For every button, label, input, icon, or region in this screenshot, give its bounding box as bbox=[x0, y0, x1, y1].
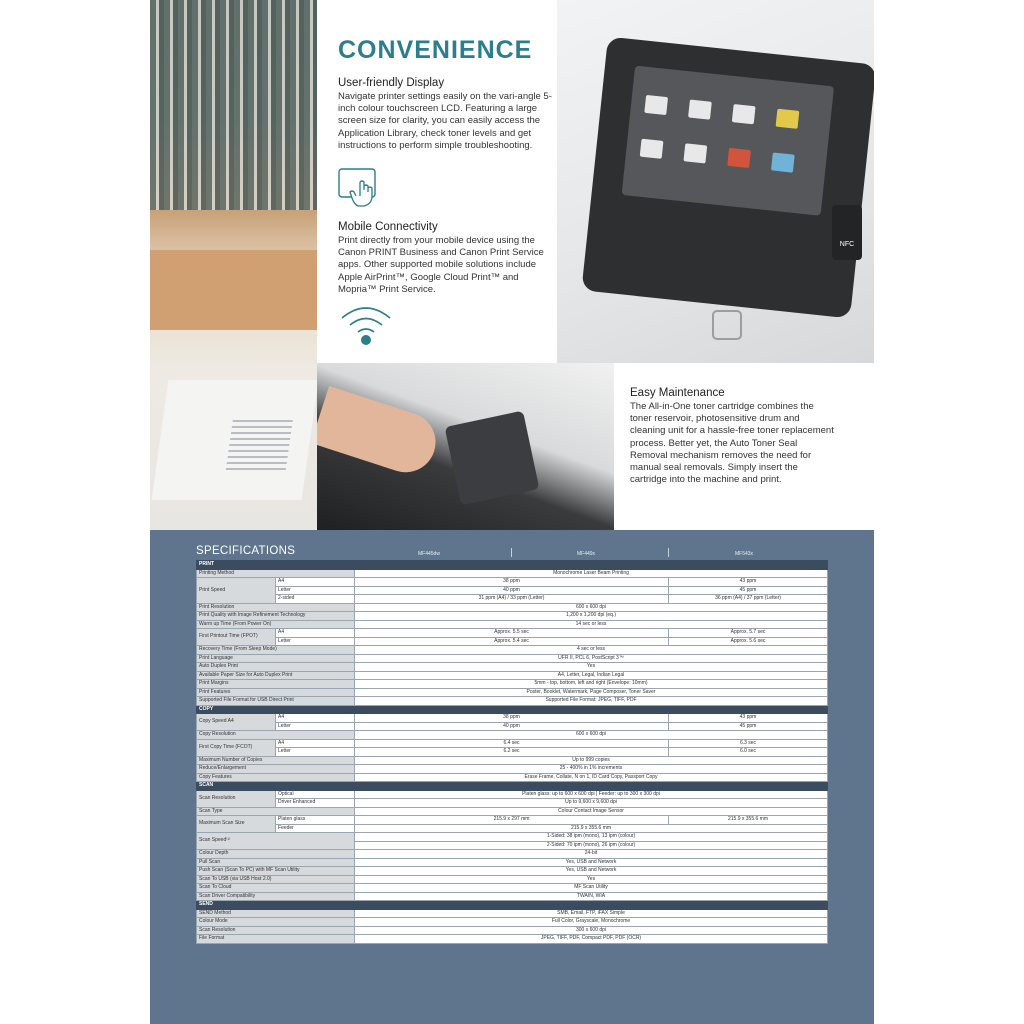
spec-sublabel: Letter bbox=[276, 637, 355, 646]
spec-sublabel: A4 bbox=[276, 578, 355, 587]
spec-row bbox=[197, 850, 828, 859]
spec-value: TWAIN, WIA bbox=[355, 892, 828, 901]
spec-row bbox=[197, 595, 828, 604]
spec-value: Monochrome Laser Beam Printing bbox=[355, 569, 828, 578]
spec-row bbox=[197, 578, 828, 587]
convenience-heading: CONVENIENCE bbox=[338, 36, 533, 64]
spec-row bbox=[197, 688, 828, 697]
spec-value: 600 x 600 dpi bbox=[355, 731, 828, 740]
spec-section-label: SEND bbox=[197, 901, 828, 910]
spec-value: 6.4 sec bbox=[355, 739, 669, 748]
spec-row bbox=[197, 926, 828, 935]
maintenance-title: Easy Maintenance bbox=[630, 387, 725, 399]
spec-sublabel: Driver Enhanced bbox=[276, 799, 355, 808]
mobile-title: Mobile Connectivity bbox=[338, 221, 438, 233]
spec-section-label: PRINT bbox=[197, 561, 828, 570]
mobile-body: Print directly from your mobile device using the Canon PRINT Business and Canon Print Service apps. Other supported mobile solutions include Apple AirPrint™, Google Cloud Print™ and Mopria™ Print Service. bbox=[338, 235, 544, 295]
spec-label: Copy Speed A4 bbox=[197, 714, 276, 731]
spec-row bbox=[197, 620, 828, 629]
spec-label: SEND Method bbox=[197, 909, 355, 918]
spec-value: Full Color, Grayscale, Monochrome bbox=[355, 918, 828, 927]
spec-value: Yes bbox=[355, 663, 828, 672]
spec-value: 4 sec or less bbox=[355, 646, 828, 655]
spec-value: Approx. 5.5 sec bbox=[355, 629, 669, 638]
spec-sublabel: Feeder bbox=[276, 824, 355, 833]
spec-row bbox=[197, 637, 828, 646]
spec-value: MF Scan Utility bbox=[355, 884, 828, 893]
spec-row bbox=[197, 739, 828, 748]
spec-value: 6.2 sec bbox=[355, 748, 669, 757]
spec-row bbox=[197, 671, 828, 680]
spec-label: Scan Driver Compatibility bbox=[197, 892, 355, 901]
spec-value: 5mm - top, bottom, left and right (Envelope: 10mm) bbox=[355, 680, 828, 689]
spec-row bbox=[197, 867, 828, 876]
spec-label: Auto Duplex Print bbox=[197, 663, 355, 672]
spec-section-row bbox=[197, 782, 828, 791]
spec-value: Approx. 5.6 sec bbox=[669, 637, 828, 646]
spec-label: Warm up Time (From Power On) bbox=[197, 620, 355, 629]
spec-value: Yes, USB and Network bbox=[355, 867, 828, 876]
spec-row bbox=[197, 663, 828, 672]
spec-value: UFR II, PCL 6, PostScript 3™ bbox=[355, 654, 828, 663]
spec-label: Printing Method bbox=[197, 569, 355, 578]
spec-value: JPEG, TIFF, PDF, Compact PDF, PDF (OCR) bbox=[355, 935, 828, 944]
spec-section-row bbox=[197, 705, 828, 714]
spec-label: Scan Speed⁽¹⁾ bbox=[197, 833, 355, 850]
spec-label: Print Features bbox=[197, 688, 355, 697]
spec-label: Maximum Scan Size bbox=[197, 816, 276, 833]
nfc-badge: NFC bbox=[832, 205, 862, 260]
spec-row bbox=[197, 918, 828, 927]
spec-row bbox=[197, 824, 828, 833]
spec-label: First Copy Time (FCOT) bbox=[197, 739, 276, 756]
spec-label: Copy Resolution bbox=[197, 731, 355, 740]
model-header: MF445dw bbox=[418, 551, 440, 557]
spec-row bbox=[197, 756, 828, 765]
spec-value: 45 ppm bbox=[669, 722, 828, 731]
spec-row bbox=[197, 748, 828, 757]
spec-value: 45 ppm bbox=[669, 586, 828, 595]
spec-sublabel: 2-sided bbox=[276, 595, 355, 604]
wifi-icon bbox=[338, 304, 394, 346]
spec-label: Available Paper Size for Auto Duplex Print bbox=[197, 671, 355, 680]
spec-sublabel: Letter bbox=[276, 748, 355, 757]
spec-label: Print Resolution bbox=[197, 603, 355, 612]
spec-value: Yes, USB and Network bbox=[355, 858, 828, 867]
mobile-section bbox=[338, 221, 553, 296]
spec-row bbox=[197, 765, 828, 774]
spec-value: Approx. 5.4 sec bbox=[355, 637, 669, 646]
spec-value: Platen glass: up to 600 x 600 dpi | Feeder: up to 300 x 300 dpi bbox=[355, 790, 828, 799]
spec-row bbox=[197, 935, 828, 944]
spec-section-label: SCAN bbox=[197, 782, 828, 791]
spec-value: 36 ppm (A4) / 37 ppm (Letter) bbox=[669, 595, 828, 604]
display-body: Navigate printer settings easily on the vari-angle 5-inch colour touchscreen LCD. Featuring a large screen size for clarity, you can easily access the Application Library, check toner levels and get instructions to perform simple troubleshooting. bbox=[338, 91, 552, 151]
spec-value: Poster, Booklet, Watermark, Page Composer, Toner Saver bbox=[355, 688, 828, 697]
spec-sublabel: Optical bbox=[276, 790, 355, 799]
spec-label: Print Language bbox=[197, 654, 355, 663]
spec-row bbox=[197, 586, 828, 595]
spec-label: Print Speed bbox=[197, 578, 276, 604]
photo-printer-control-panel bbox=[557, 0, 874, 363]
spec-label: Colour Depth bbox=[197, 850, 355, 859]
spec-row bbox=[197, 909, 828, 918]
spec-row bbox=[197, 603, 828, 612]
spec-value: Supported File Format: JPEG, TIFF, PDF bbox=[355, 697, 828, 706]
spec-value: 215.9 x 355.6 mm bbox=[355, 824, 828, 833]
spec-value: 38 ppm bbox=[355, 578, 669, 587]
spec-label: Print Quality with Image Refinement Technology bbox=[197, 612, 355, 621]
spec-value: 40 ppm bbox=[355, 586, 669, 595]
spec-sublabel: Platen glass bbox=[276, 816, 355, 825]
spec-value: 43 ppm bbox=[669, 714, 828, 723]
spec-row bbox=[197, 680, 828, 689]
spec-value: 1-Sided: 38 ipm (mono), 13 ipm (colour) bbox=[355, 833, 828, 842]
spec-label: Pull Scan bbox=[197, 858, 355, 867]
spec-sublabel: A4 bbox=[276, 739, 355, 748]
spec-sublabel: Letter bbox=[276, 722, 355, 731]
spec-section-row bbox=[197, 561, 828, 570]
spec-label: Scan Resolution bbox=[197, 790, 276, 807]
spec-row bbox=[197, 833, 828, 842]
spec-label: Scan Type bbox=[197, 807, 355, 816]
power-button-icon bbox=[712, 310, 742, 340]
spec-row bbox=[197, 612, 828, 621]
spec-value: Erase Frame, Collate, N on 1, ID Card Copy, Passport Copy bbox=[355, 773, 828, 782]
spec-row bbox=[197, 569, 828, 578]
spec-label: Scan To USB (via USB Host 2.0) bbox=[197, 875, 355, 884]
spec-row bbox=[197, 654, 828, 663]
spec-label: Maximum Number of Copies bbox=[197, 756, 355, 765]
spec-section-label: COPY bbox=[197, 705, 828, 714]
spec-label: Push Scan (Scan To PC) with MF Scan Utility bbox=[197, 867, 355, 876]
photo-person-at-desk bbox=[150, 0, 317, 530]
spec-row bbox=[197, 807, 828, 816]
spec-row bbox=[197, 884, 828, 893]
spec-value: 40 ppm bbox=[355, 722, 669, 731]
model-header: MF449x bbox=[577, 551, 596, 557]
spec-label: Scan Resolution bbox=[197, 926, 355, 935]
spec-value: 38 ppm bbox=[355, 714, 669, 723]
convenience-section bbox=[338, 36, 553, 152]
model-header: MF543x bbox=[735, 551, 754, 557]
brochure-page bbox=[150, 0, 874, 1024]
spec-value: Yes bbox=[355, 875, 828, 884]
spec-label: Copy Features bbox=[197, 773, 355, 782]
specifications-panel bbox=[150, 530, 874, 1024]
spec-label: Scan To Cloud bbox=[197, 884, 355, 893]
spec-sublabel: A4 bbox=[276, 714, 355, 723]
spec-value: Colour Contact Image Sensor bbox=[355, 807, 828, 816]
spec-value: 31 ppm (A4) / 33 ppm (Letter) bbox=[355, 595, 669, 604]
spec-row bbox=[197, 646, 828, 655]
spec-value: 215.9 x 297 mm bbox=[355, 816, 669, 825]
spec-row bbox=[197, 799, 828, 808]
spec-row bbox=[197, 714, 828, 723]
spec-row bbox=[197, 731, 828, 740]
spec-sublabel: A4 bbox=[276, 629, 355, 638]
spec-label: First Printout Time (FPOT) bbox=[197, 629, 276, 646]
display-title: User-friendly Display bbox=[338, 77, 445, 89]
spec-value: 25 - 400% in 1% increments bbox=[355, 765, 828, 774]
maintenance-body: The All-in-One toner cartridge combines the toner reservoir, photosensitive drum and cleaning unit for a hassle-free toner replacement process. Better yet, the Auto Toner Seal Removal mechanism removes the need for manual seal removals. Simply insert the cartridge into the machine and print. bbox=[630, 401, 834, 486]
spec-value: 2-Sided: 70 ipm (mono), 26 ipm (colour) bbox=[355, 841, 828, 850]
specs-title: SPECIFICATIONS bbox=[196, 545, 296, 557]
spec-label: Supported File Format for USB Direct Print bbox=[197, 697, 355, 706]
spec-value: 6.3 sec bbox=[669, 739, 828, 748]
spec-row bbox=[197, 629, 828, 638]
spec-value: 215.9 x 355.6 mm bbox=[669, 816, 828, 825]
spec-value: 6.0 sec bbox=[669, 748, 828, 757]
spec-value: Approx. 5.7 sec bbox=[669, 629, 828, 638]
spec-value: Up to 9,600 x 9,600 dpi bbox=[355, 799, 828, 808]
spec-sublabel: Letter bbox=[276, 586, 355, 595]
spec-value: A4, Letter, Legal, Indian Legal bbox=[355, 671, 828, 680]
spec-row bbox=[197, 816, 828, 825]
spec-label: Recovery Time (From Sleep Mode) bbox=[197, 646, 355, 655]
spec-row bbox=[197, 722, 828, 731]
spec-label: Colour Mode bbox=[197, 918, 355, 927]
photo-toner-replacement bbox=[317, 363, 614, 530]
spec-value: 43 ppm bbox=[669, 578, 828, 587]
spec-value: Up to 999 copies bbox=[355, 756, 828, 765]
spec-row bbox=[197, 697, 828, 706]
spec-value: 24-bit bbox=[355, 850, 828, 859]
spec-row bbox=[197, 790, 828, 799]
spec-label: Print Margins bbox=[197, 680, 355, 689]
specifications-table bbox=[196, 560, 828, 944]
spec-value: 600 x 600 dpi bbox=[355, 603, 828, 612]
spec-label: Reduce/Enlargement bbox=[197, 765, 355, 774]
spec-value: 1,200 x 1,200 dpi (eq.) bbox=[355, 612, 828, 621]
spec-value: SMB, Email, FTP, iFAX Simple bbox=[355, 909, 828, 918]
touch-screen-icon bbox=[338, 168, 382, 208]
spec-row bbox=[197, 773, 828, 782]
maintenance-section bbox=[630, 387, 835, 486]
spec-row bbox=[197, 858, 828, 867]
spec-row bbox=[197, 875, 828, 884]
spec-label: File Format bbox=[197, 935, 355, 944]
spec-section-row bbox=[197, 901, 828, 910]
spec-value: 300 x 600 dpi bbox=[355, 926, 828, 935]
spec-value: 14 sec or less bbox=[355, 620, 828, 629]
spec-row bbox=[197, 892, 828, 901]
